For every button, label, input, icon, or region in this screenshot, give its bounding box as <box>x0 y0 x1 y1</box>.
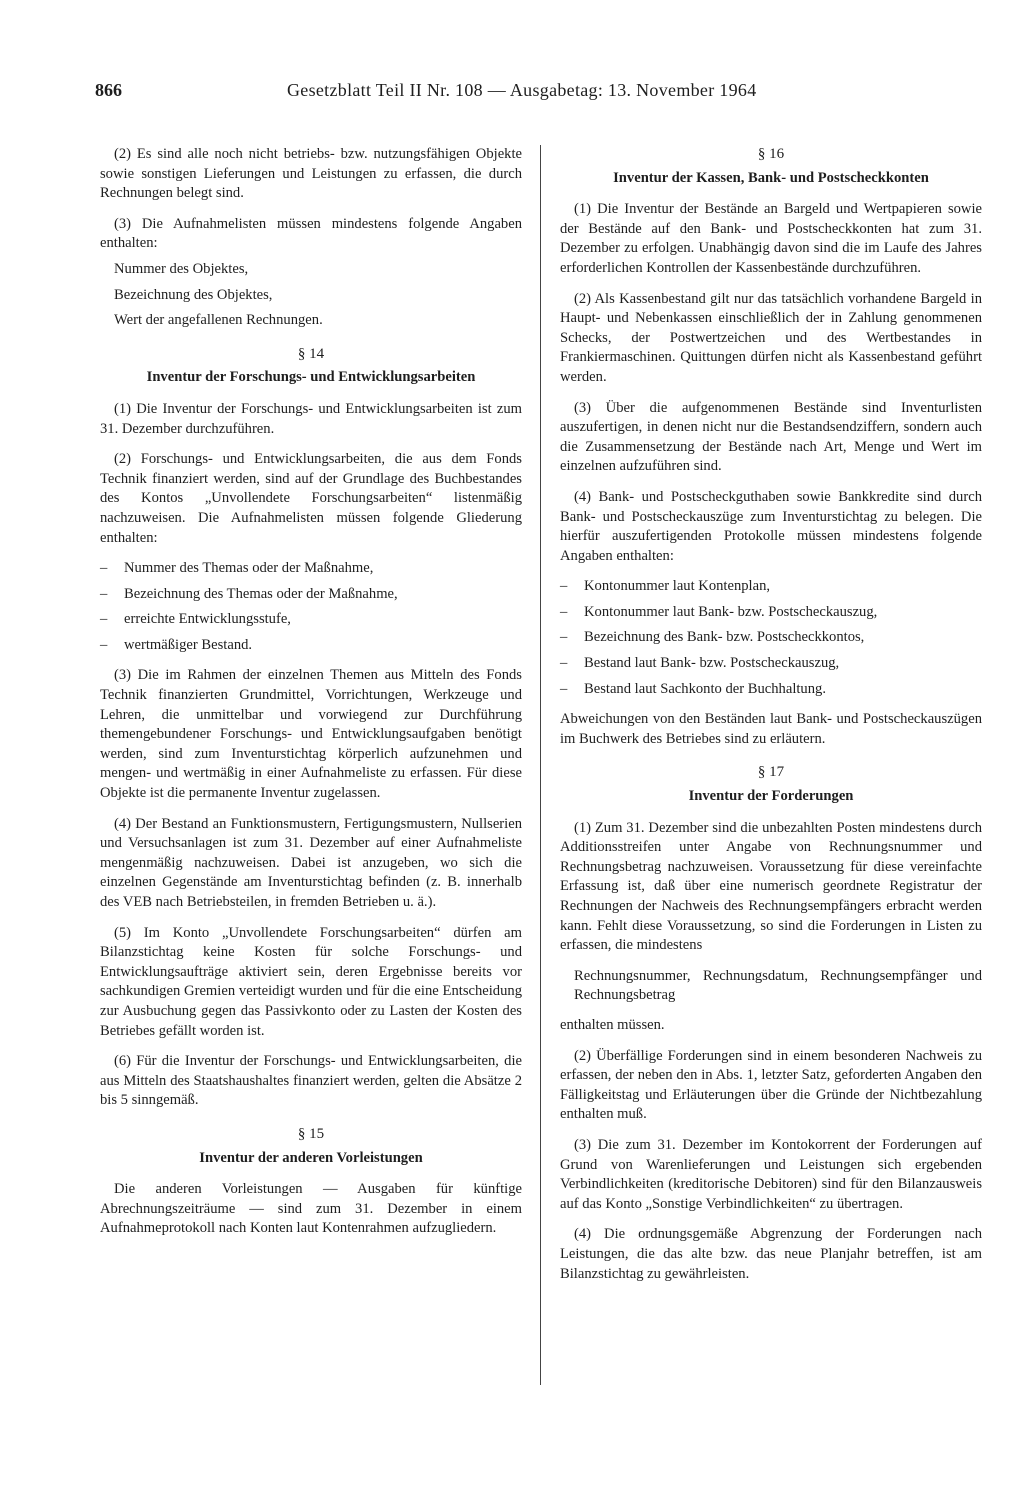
indented-list-line: Rechnungsnummer, Rechnungsdatum, Rechnungsempfänger und Rechnungsbetrag <box>574 967 982 1004</box>
section-number: § 14 <box>297 345 325 362</box>
dash-glyph: – <box>560 578 568 595</box>
list-item: Nummer des Objektes, <box>114 260 249 277</box>
dash-list <box>100 559 522 655</box>
section-number: § 16 <box>757 146 785 162</box>
list-item: – Kontonummer laut Kontenplan, <box>560 577 982 597</box>
paragraph: (1) Die Inventur der Bestände an Bargeld und Wertpapieren sowie der Bestände auf den Bank- und Postscheckkonten hat zum 31. Dezember zu erfolgen. Unabhängig davon sind die im Laufe des Jahres erforderlichen Kontrollen der Kassenbestände durchzuführen. <box>560 201 982 276</box>
dash-glyph: – <box>560 629 568 646</box>
paragraph: (4) Bank- und Postscheckguthaben sowie Bankkredite sind durch Bank- und Postscheckauszüge zum Inventurstichtag zu belegen. Die hierfür auszufertigenden Protokolle müssen mindestens folgende Angaben enthalten: <box>560 488 982 564</box>
header-title: Gesetzblatt Teil II Nr. 108 — Ausgabetag: 13. November 1964 <box>287 80 757 100</box>
list-item: – Bezeichnung des Themas oder der Maßnahme, <box>100 585 522 605</box>
paragraph: (4) Der Bestand an Funktionsmustern, Fertigungsmustern, Nullserien und Versuchsanlagen ist zum 31. Dezember auf einer Aufnahmeliste mengenmäßig nachzuweisen. Dabei ist anzugeben, wo sich die einzelnen Gegenstände am Inventurstichtag befinden (z. B. innerhalb des VEB nach Betriebsteilen, in fremden Betrieben u. ä.). <box>100 815 522 910</box>
paragraph: (3) Die zum 31. Dezember im Kontokorrent der Forderungen auf Grund von Warenlieferungen und Leistungen sich ergebenden Verbindlichkeiten (kreditorische Debitoren) sind für den Bilanzausweis auf das Konto „Sonstige Verbindlichkeiten“ zu übertragen. <box>560 1136 982 1212</box>
list-item: Bezeichnung des Objektes, <box>114 286 273 303</box>
paragraph: (2) Überfällige Forderungen sind in einem besonderen Nachweis zu erfassen, der neben den in Abs. 1, letzter Satz, geforderten Angaben den Fälligkeitstag und Erläuterungen über die Gründe der Nichtbezahlung enthalten muß. <box>560 1047 982 1123</box>
paragraph: (2) Es sind alle noch nicht betriebs- bzw. nutzungsfähigen Objekte sowie sonstigen Lieferungen und Leistungen zu erfassen, die durch Rechnungen belegt sind. <box>100 146 522 202</box>
list-item: – Kontonummer laut Bank- bzw. Postscheckauszug, <box>560 603 982 623</box>
page-header <box>95 80 805 104</box>
dash-glyph: – <box>100 560 108 577</box>
page-number: 866 <box>95 80 122 100</box>
section-number: § 17 <box>757 764 785 781</box>
paragraph: (3) Die Aufnahmelisten müssen mindestens folgende Angaben enthalten: <box>100 215 522 252</box>
paragraph: (4) Die ordnungsgemäße Abgrenzung der Forderungen nach Leistungen, die das alte bzw. das neue Planjahr betreffen, ist am Bilanzstichtag zu gewährleisten. <box>560 1226 982 1282</box>
list-item: – Nummer des Themas oder der Maßnahme, <box>100 559 522 579</box>
section-title: Inventur der anderen Vorleistungen <box>199 1149 423 1166</box>
list-item: – Bestand laut Sachkonto der Buchhaltung. <box>560 680 982 700</box>
dash-glyph: – <box>100 611 108 628</box>
section-number: § 15 <box>297 1125 325 1142</box>
list-item: – erreichte Entwicklungsstufe, <box>100 610 522 630</box>
paragraph: (1) Die Inventur der Forschungs- und Entwicklungsarbeiten ist zum 31. Dezember durchzuführen. <box>100 400 522 437</box>
dash-glyph: – <box>560 655 568 672</box>
paragraph: (1) Zum 31. Dezember sind die unbezahlten Posten mindestens durch Additionsstreifen unter Angabe von Rechnungsnummer und Rechnungsbetrag nachzuweisen. Voraussetzung für diese vereinfachte Erfassung ist, daß über eine numerisch geordnete Registratur der Rechnungen der Nachweis des Rechnungsempfängers erbracht werden kann. Fehlt diese Voraussetzung, so sind die Forderungen in Listen zu erfassen, die mindestens <box>560 819 982 954</box>
dash-glyph: – <box>100 585 108 602</box>
right-column <box>560 145 982 1295</box>
column-divider <box>540 145 541 1385</box>
section-title: Inventur der Forschungs- und Entwicklungsarbeiten <box>146 369 476 386</box>
paragraph: enthalten müssen. <box>560 1016 665 1033</box>
paragraph: Abweichungen von den Beständen laut Bank- und Postscheckauszügen im Buchwerk des Betriebes sind zu erläutern. <box>560 711 982 747</box>
paragraph: (3) Über die aufgenommenen Bestände sind Inventurlisten auszufertigen, in denen nicht nur die Bestandsendziffern, sondern auch die Zusammensetzung der Bestände nach Art, Menge und Wert im einzelnen aufzuführen sind. <box>560 399 982 475</box>
section-title: Inventur der Kassen, Bank- und Postscheckkonten <box>613 169 929 186</box>
paragraph: (2) Forschungs- und Entwicklungsarbeiten, die aus dem Fonds Technik finanziert werden, sind auf der Grundlage des Buchbestandes des Kontos „Unvollendete Forschungsarbeiten“ listenmäßig nachzuweisen. Die Aufnahmelisten müssen folgende Gliederung enthalten: <box>100 451 522 546</box>
paragraph: (5) Im Konto „Unvollendete Forschungsarbeiten“ dürfen am Bilanzstichtag keine Kosten für solche Forschungs- und Entwicklungsaufträge aktiviert sein, deren Ergebnisse bereits vor sachkundigen Gremien verteidigt wurden und für die eine Entscheidung zur Ausbuchung gegen das Passivkonto oder zu Lasten der Kosten des Betriebes gefällt worden ist. <box>100 924 522 1039</box>
section-title: Inventur der Forderungen <box>688 788 854 805</box>
list-item: – Bestand laut Bank- bzw. Postscheckauszug, <box>560 654 982 674</box>
list-item: – wertmäßiger Bestand. <box>100 636 522 656</box>
list-item: Wert der angefallenen Rechnungen. <box>114 312 323 329</box>
list-item: – Bezeichnung des Bank- bzw. Postscheckkontos, <box>560 628 982 648</box>
objects-list <box>100 260 522 331</box>
dash-list <box>560 577 982 699</box>
dash-glyph: – <box>560 603 568 620</box>
left-column <box>100 145 522 1250</box>
paragraph: (6) Für die Inventur der Forschungs- und Entwicklungsarbeiten, die aus Mitteln des Staatshaushaltes finanziert werden, gelten die Absätze 2 bis 5 sinngemäß. <box>100 1053 522 1109</box>
dash-glyph: – <box>100 636 108 653</box>
paragraph: Die anderen Vorleistungen — Ausgaben für künftige Abrechnungszeiträume — sind zum 31. Dezember in einem Aufnahmeprotokoll nach Konten laut Kontenrahmen aufzugliedern. <box>100 1181 522 1237</box>
paragraph: (2) Als Kassenbestand gilt nur das tatsächlich vorhandene Bargeld in Haupt- und Nebenkassen einschließlich der in Zahlung genommenen Schecks, der Postwertzeichen und des Wertbestandes in Frankiermaschinen. Quittungen dürfen nicht als Kassenbestand geführt werden. <box>560 290 982 385</box>
paragraph: (3) Die im Rahmen der einzelnen Themen aus Mitteln des Fonds Technik finanzierten Grundmittel, Vorrichtungen, Werkzeuge und Lehren, die unmittelbar und vorwiegend zur Durchführung themengebundener Forschungs- und Entwicklungsaufgaben benötigt werden, sind zum Inventurstichtag körperlich aufzunehmen und mengen- und wertmäßig in einer Aufnahmeliste zu erfassen. Für diese Objekte ist die permanente Inventur zugelassen. <box>100 667 522 802</box>
dash-glyph: – <box>560 680 568 697</box>
